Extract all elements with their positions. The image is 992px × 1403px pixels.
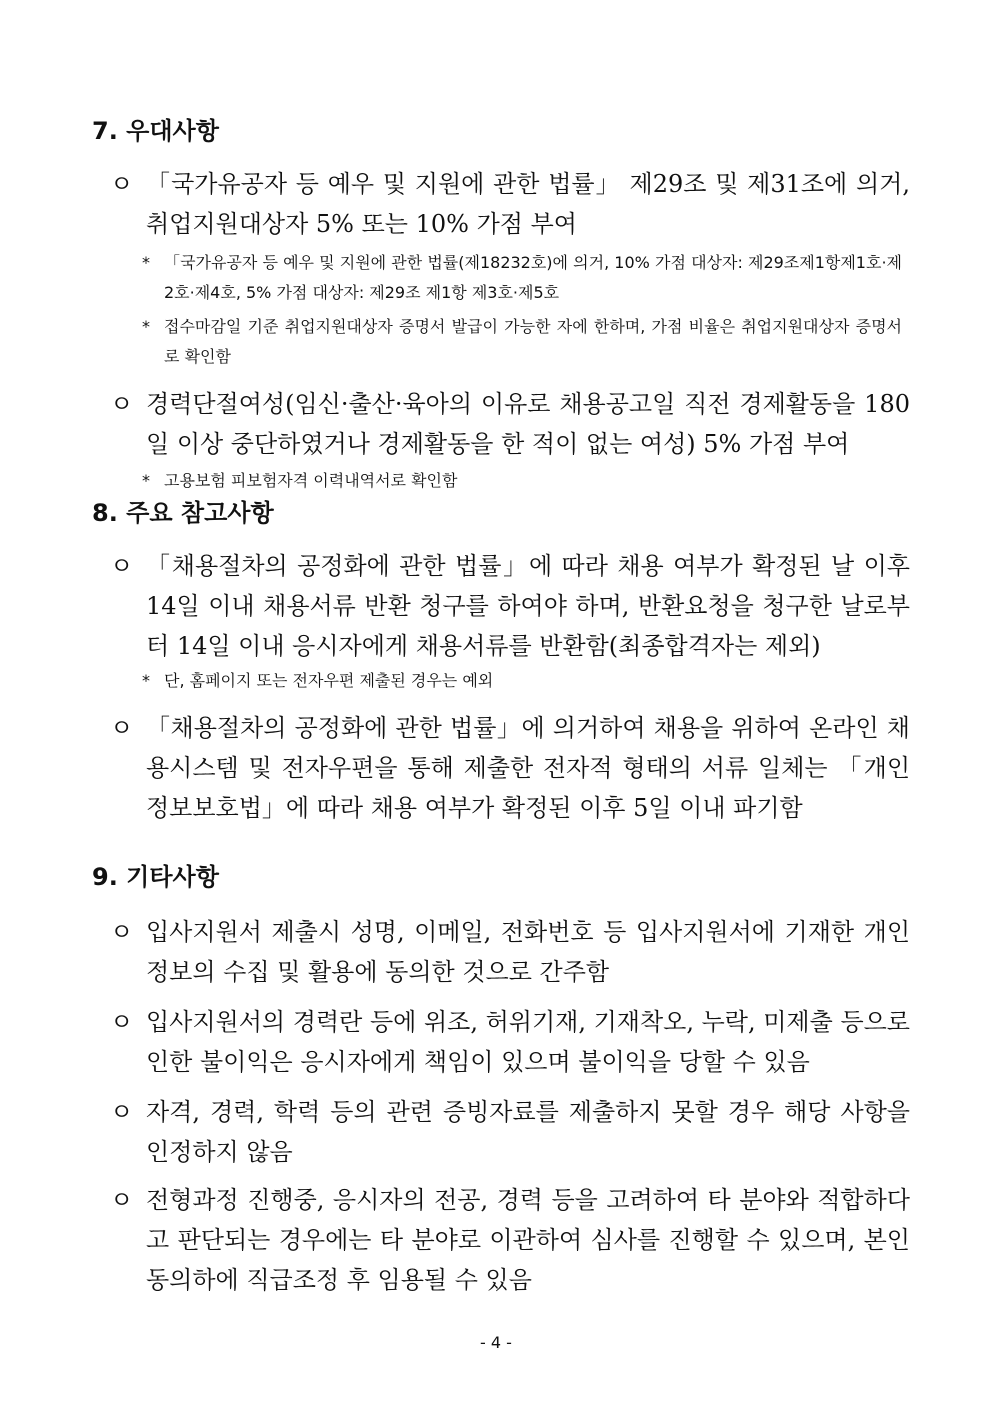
section-7-item-1-text: 「국가유공자 등 예우 및 지원에 관한 법률」 제29조 및 제31조에 의거, 취업지원대상자 5% 또는 10% 가점 부여 (146, 170, 910, 238)
section-7-item-1 (110, 164, 910, 244)
note-mark: * (142, 671, 150, 690)
section-8-item-1-text: 「채용절차의 공정화에 관한 법률」에 따라 채용 여부가 확정된 날 이후 14일 이내 채용서류 반환 청구를 하여야 하며, 반환요청을 청구한 날로부터 14일 이내 응시자에게 채용서류를 반환함(최종합격자는 제외) (146, 552, 910, 660)
bullet-mark: ㅇ (110, 714, 134, 742)
section-9-item-3-text: 자격, 경력, 학력 등의 관련 증빙자료를 제출하지 못할 경우 해당 사항을 인정하지 않음 (146, 1098, 910, 1166)
note-mark: * (142, 317, 150, 336)
section-8-item-2-text: 「채용절차의 공정화에 관한 법률」에 의거하여 채용을 위하여 온라인 채용시스템 및 전자우편을 통해 제출한 전자적 형태의 서류 일체는 「개인정보보호법」에 따라 채용 여부가 확정된 이후 5일 이내 파기함 (146, 714, 910, 822)
section-8-item-1-note-1-text: 단, 홈페이지 또는 전자우편 제출된 경우는 예외 (164, 671, 494, 690)
section-9-item-3 (110, 1092, 910, 1172)
section-7-item-2-note-1-text: 고용보험 피보험자격 이력내역서로 확인함 (164, 471, 458, 490)
section-9-item-4 (110, 1180, 910, 1300)
bullet-mark: ㅇ (110, 170, 134, 198)
section-8-item-1-note-1 (142, 666, 902, 696)
section-9-item-1 (110, 912, 910, 992)
section-7-item-2 (110, 384, 910, 464)
bullet-mark: ㅇ (110, 1186, 134, 1214)
section-9-item-2-text: 입사지원서의 경력란 등에 위조, 허위기재, 기재착오, 누락, 미제출 등으로 인한 불이익은 응시자에게 책임이 있으며 불이익을 당할 수 있음 (146, 1008, 910, 1076)
section-7-item-1-note-2 (142, 312, 902, 372)
bullet-mark: ㅇ (110, 1008, 134, 1036)
section-7-heading: 7. 우대사항 (92, 117, 219, 145)
section-7-item-1-note-1-text: 「국가유공자 등 예우 및 지원에 관한 법률(제18232호)에 의거, 10% 가점 대상자: 제29조제1항제1호·제2호·제4호, 5% 가점 대상자: 제29조 제1항 제3호·제5호 (164, 253, 902, 302)
section-9-heading: 9. 기타사항 (92, 863, 219, 891)
section-9-item-1-text: 입사지원서 제출시 성명, 이메일, 전화번호 등 입사지원서에 기재한 개인정보의 수집 및 활용에 동의한 것으로 간주함 (146, 918, 910, 986)
page-number: - 4 - (480, 1333, 512, 1352)
section-9-item-2 (110, 1002, 910, 1082)
bullet-mark: ㅇ (110, 390, 134, 418)
bullet-mark: ㅇ (110, 1098, 134, 1126)
section-7-item-1-note-1 (142, 248, 902, 308)
bullet-mark: ㅇ (110, 918, 134, 946)
section-8-item-1 (110, 546, 910, 666)
section-7-item-1-note-2-text: 접수마감일 기준 취업지원대상자 증명서 발급이 가능한 자에 한하며, 가점 비율은 취업지원대상자 증명서로 확인함 (164, 317, 902, 366)
note-mark: * (142, 471, 150, 490)
section-9-item-4-text: 전형과정 진행중, 응시자의 전공, 경력 등을 고려하여 타 분야와 적합하다고 판단되는 경우에는 타 분야로 이관하여 심사를 진행할 수 있으며, 본인 동의하에 직급조정 후 임용될 수 있음 (146, 1186, 910, 1294)
section-8-item-2 (110, 708, 910, 828)
bullet-mark: ㅇ (110, 552, 134, 580)
section-8-heading: 8. 주요 참고사항 (92, 499, 274, 527)
section-7-item-2-text: 경력단절여성(임신·출산·육아의 이유로 채용공고일 직전 경제활동을 180일 이상 중단하였거나 경제활동을 한 적이 없는 여성) 5% 가점 부여 (146, 390, 910, 458)
note-mark: * (142, 253, 150, 272)
section-7-item-2-note-1 (142, 466, 902, 496)
